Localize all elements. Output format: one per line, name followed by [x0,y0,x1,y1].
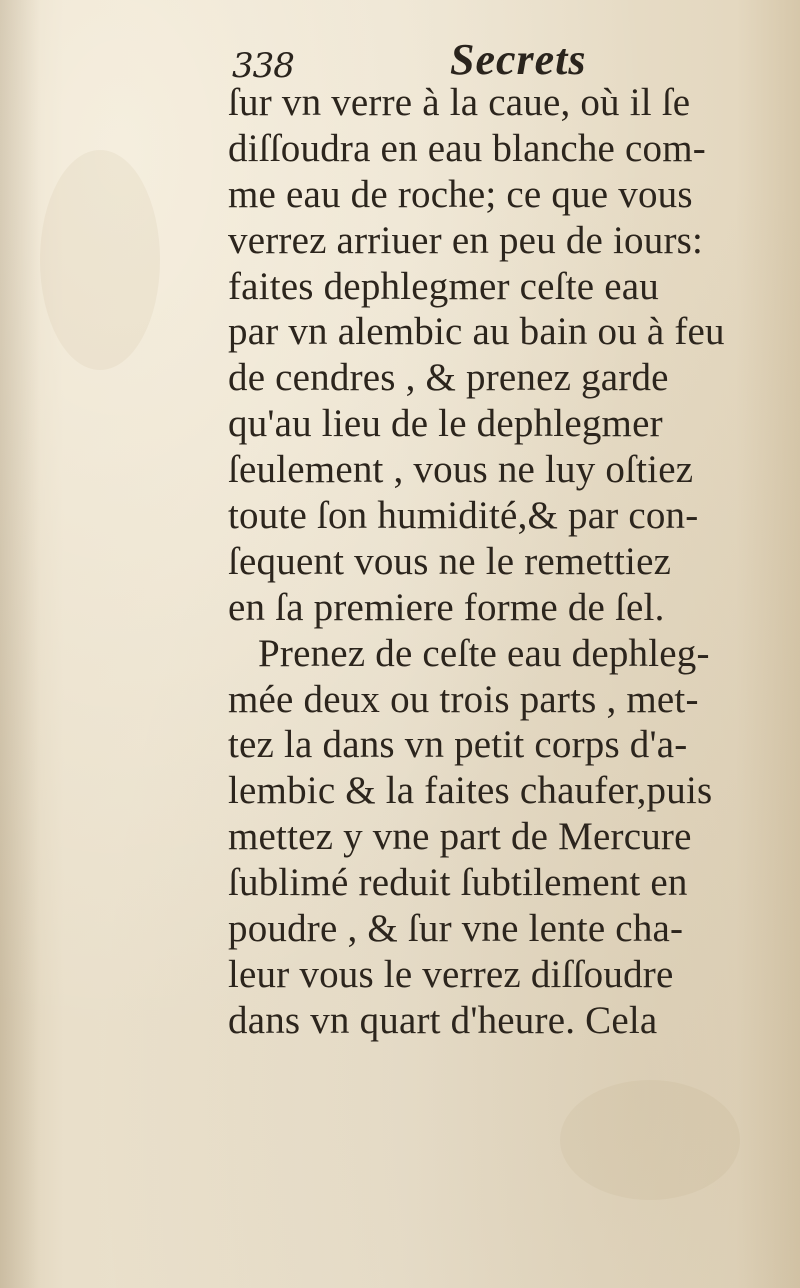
text-line: diſſoudra en eau blanche com- [228,126,706,170]
text-line: poudre , & ſur vne lente cha- [228,907,684,951]
text-line: par vn alembic au bain ou à feu [228,310,725,354]
text-line: ſeulement , vous ne luy oſtiez [228,448,694,492]
running-head: Secrets [450,35,587,84]
text-line: tez la dans vn petit corps d'a- [228,723,688,767]
page-edge-shadow [0,0,40,1288]
paper-stain [40,150,160,370]
text-line: me eau de roche; ce que vous [228,172,693,216]
paper-stain [560,1080,740,1200]
text-line: qu'au lieu de le dephlegmer [228,402,663,446]
text-line: leur vous le verrez diſſoudre [228,952,674,996]
text-line: lembic & la faites chaufer,puis [228,769,713,813]
text-line: dans vn quart d'heure. Cela [228,998,658,1042]
text-line: ſequent vous ne le remettiez [228,539,672,583]
text-line: faites dephlegmer ceſte eau [228,264,659,308]
text-line: mettez y vne part de Mercure [228,815,692,859]
text-line: toute ſon humidité,& par con- [228,494,699,538]
text-line: mée deux ou trois parts , met- [228,677,699,721]
text-line: verrez arriuer en peu de iours: [228,218,704,262]
text-line: ſur vn verre à la caue, où il ſe [228,81,691,124]
paragraph-start-line: Prenez de ceſte eau dephleg- [258,631,710,675]
text-line: de cendres , & prenez garde [228,356,669,400]
text-line: ſublimé reduit ſubtilement en [228,861,688,905]
text-line: en ſa premiere forme de ſel. [228,585,665,629]
body-text [228,80,788,1044]
page-number: 338 [232,46,294,86]
